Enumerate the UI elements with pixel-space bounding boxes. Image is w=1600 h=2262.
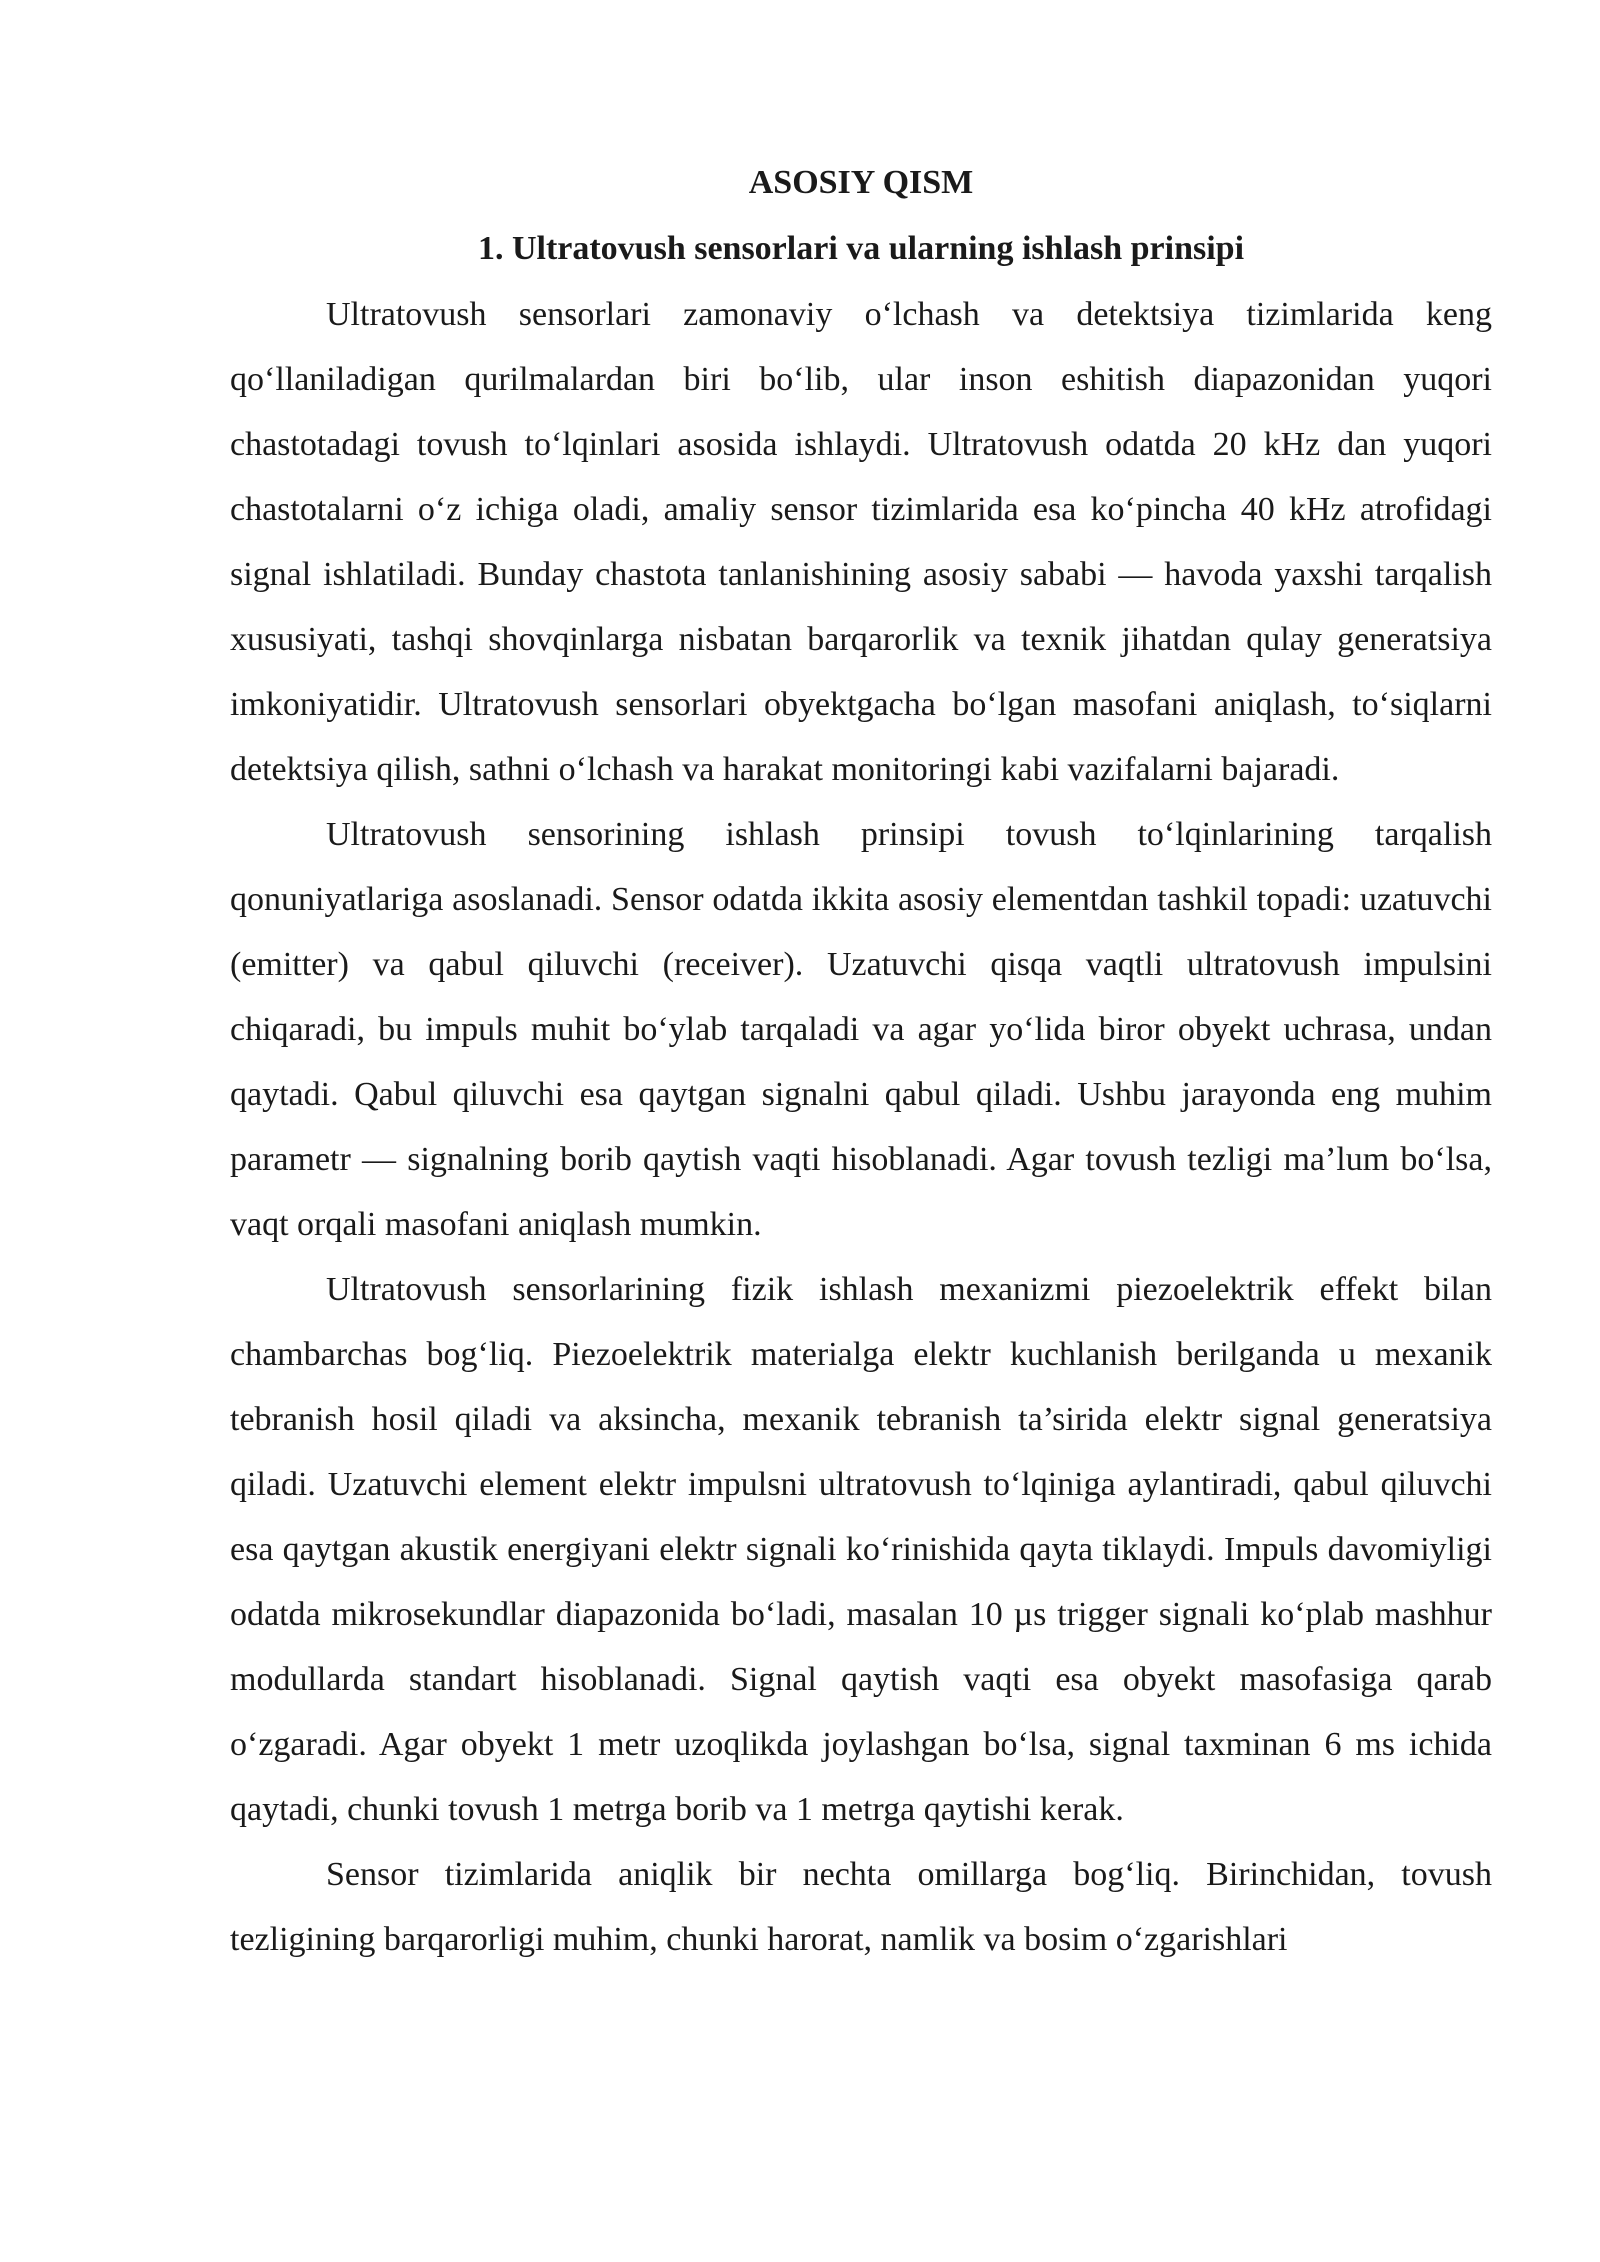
section-heading: 1. Ultratovush sensorlari va ularning ishlash prinsipi [477, 230, 1245, 267]
paragraph-1: Ultratovush sensorlari zamonaviy o‘lchash va detektsiya tizimlarida keng qo‘llaniladigan qurilmalardan biri bo‘lib, ular inson eshitish diapazonidan yuqori chastotadagi tovush to‘lqinlari asosida ishlaydi. Ultratovush odatda 20 kHz dan yuqori chastotalarni o‘z ichiga oladi, amaliy sensor tizimlarida esa ko‘pincha 40 kHz atrofidagi signal ishlatiladi. Bunday chastota tanlanishining asosiy sababi — havoda yaxshi tarqalish xususiyati, tashqi shovqinlarga nisbatan barqarorlik va texnik jihatdan qulay generatsiya imkoniyatidir. Ultratovush sensorlari obyektgacha bo‘lgan masofani aniqlash, to‘siqlarni detektsiya qilish, sathni o‘lchash va harakat monitoringi kabi vazifalarni bajaradi. [230, 296, 1492, 788]
paragraph-3: Ultratovush sensorlarining fizik ishlash mexanizmi piezoelektrik effekt bilan chambarchas bog‘liq. Piezoelektrik materialga elektr kuchlanish berilganda u mexanik tebranish hosil qiladi va aksincha, mexanik tebranish ta’sirida elektr signal generatsiya qiladi. Uzatuvchi element elektr impulsni ultratovush to‘lqiniga aylantiradi, qabul qiluvchi esa qaytgan akustik energiyani elektr signali ko‘rinishida qayta tiklaydi. Impuls davomiyligi odatda mikrosekundlar diapazonida bo‘ladi, masalan 10 µs trigger signali ko‘plab mashhur modullarda standart hisoblanadi. Signal qaytish vaqti esa obyekt masofasiga qarab o‘zgaradi. Agar obyekt 1 metr uzoqlikda joylashgan bo‘lsa, signal taxminan 6 ms ichida qaytadi, chunki tovush 1 metrga borib va 1 metrga qaytishi kerak. [230, 1271, 1492, 1828]
paragraph-2: Ultratovush sensorining ishlash prinsipi tovush to‘lqinlarining tarqalish qonuniyatlariga asoslanadi. Sensor odatda ikkita asosiy elementdan tashkil topadi: uzatuvchi (emitter) va qabul qiluvchi (receiver). Uzatuvchi qisqa vaqtli ultratovush impulsini chiqaradi, bu impuls muhit bo‘ylab tarqaladi va agar yo‘lida biror obyekt uchrasa, undan qaytadi. Qabul qiluvchi esa qaytgan signalni qabul qiladi. Ushbu jarayonda eng muhim parametr — signalning borib qaytish vaqti hisoblanadi. Agar tovush tezligi ma’lum bo‘lsa, vaqt orqali masofani aniqlash mumkin. [230, 816, 1492, 1243]
document-body [230, 150, 1492, 1972]
paragraph-4: Sensor tizimlarida aniqlik bir nechta omillarga bog‘liq. Birinchidan, tovush tezligining barqarorligi muhim, chunki harorat, namlik va bosim o‘zgarishlari [230, 1856, 1492, 1958]
page-title: ASOSIY QISM [748, 164, 974, 201]
